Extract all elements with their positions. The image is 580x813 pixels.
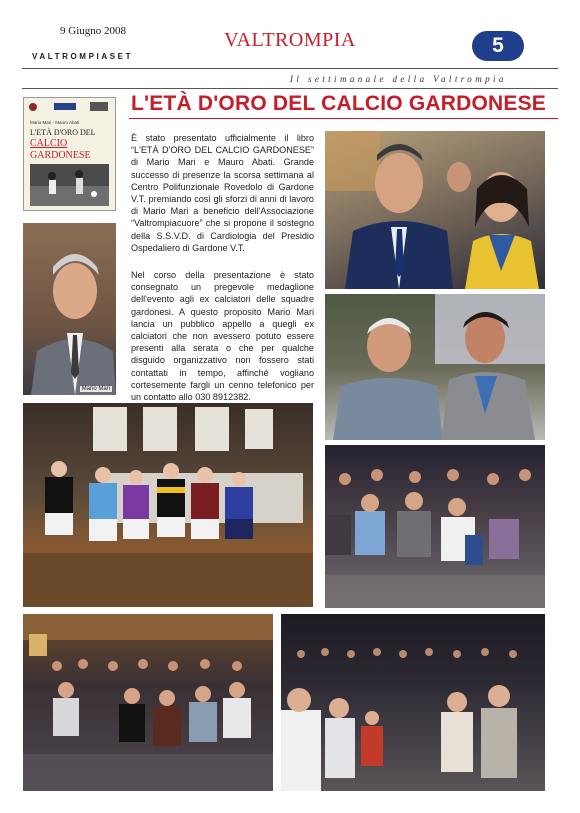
audience-left-figures [23,614,273,791]
section-title: VALTROMPIA [224,29,356,51]
article-paragraph-2: Nel corso della presentazione è stato consegnato un pregevole medaglione dell'evento agli ex calciatori delle squadre gardonesi. A questo proposito Mario Mari lancia un pubblico appello a quegli ex calciatori che non avessero potuto essere presenti alla serata o che per qualche disguido organizzativo non fossero stati contattati in tempo, affinché vogliano cortesemente fargli un cenno telefonico per un contatto allo 030 8912382. [131,270,314,403]
article-headline: L'ETÀ D'ORO DEL CALCIO GARDONESE [131,92,547,115]
honorees-photo [325,294,545,440]
headline-underline [129,118,558,119]
audience-front-photo [325,445,545,608]
portrait-caption: Mario Mari [81,386,110,392]
audience-right-photo [281,614,545,791]
guests-figures [325,131,545,289]
audience-right-figures [281,614,545,791]
book-title-line3: GARDONESE [30,150,91,161]
players-figures [23,403,313,607]
audience-front-figures [325,445,545,608]
audience-left-photo [23,614,273,791]
page-number-badge: 5 [472,31,524,61]
header-rule-top [22,68,558,69]
portrait-photo [23,223,116,395]
portrait-figure [23,223,116,395]
issue-date: 9 Giugno 2008 [60,25,126,37]
article-paragraph-1: È stato presentato ufficialmente il libro “L'ETÀ D'ORO DEL CALCIO GARDONESE” di Mario Mari e Mauro Abati. Grande successo di presenze la scorsa settimana al Centro Polifunzionale Rovedolo di Gardone V.T. premiando così gli sforzi di anni di lavoro di Mario Mari a beneficio dell'Associazione “Valtrompiacuore” che si propone il sostegno della S.S.V.D. di Cardiologia del Presidio Ospedaliero di Gardone V.T. [131,133,314,253]
publication-name: VALTROMPIASET [32,52,134,61]
header-rule-bottom [22,88,558,89]
book-title-line1: L'ETÀ D'ORO DEL [30,128,96,137]
guests-photo [325,131,545,289]
book-authors: Mario Mari - Mauro Abati [30,120,80,125]
book-cover [23,97,116,211]
players-photo [23,403,313,607]
book-title-line2: CALCIO [30,138,68,149]
honorees-figures [325,294,545,440]
tagline: Il settimanale della Valtrompia [290,74,507,84]
